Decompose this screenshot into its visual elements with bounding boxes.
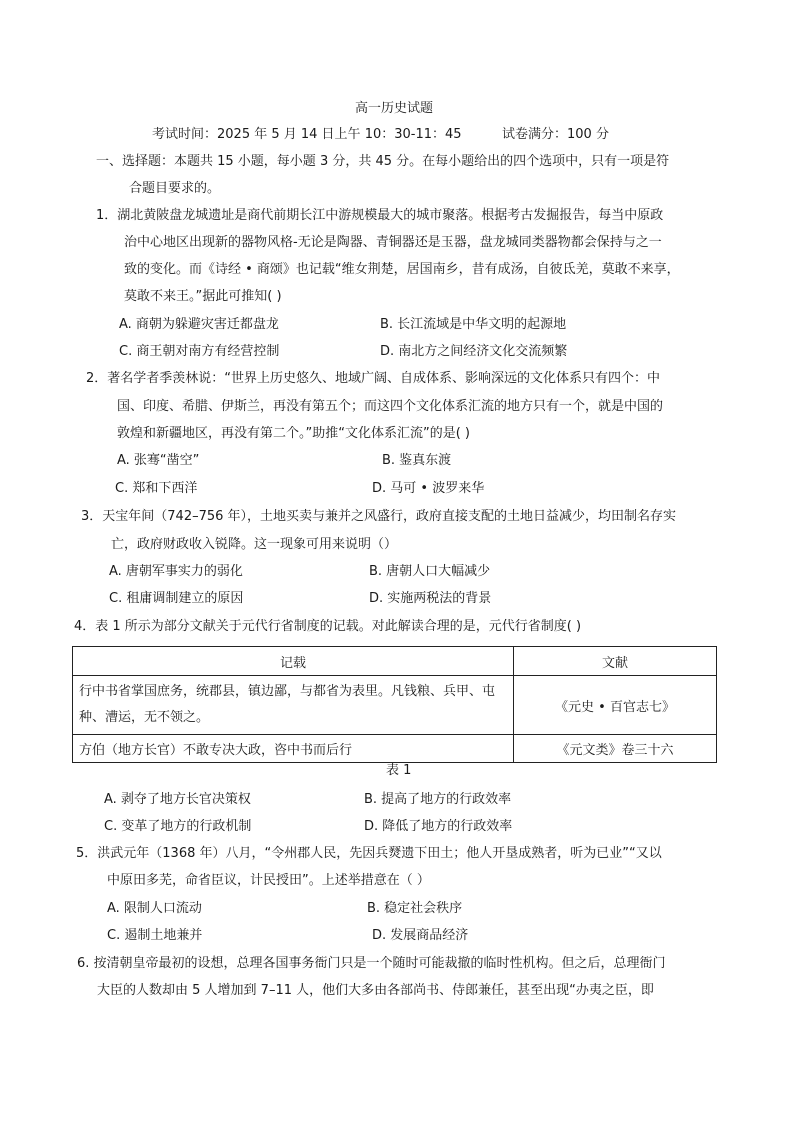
- option-d[interactable]: D. 马可 • 波罗来华: [372, 481, 485, 496]
- question-text: 国、印度、希腊、伊斯兰，再没有第五个；而这四个文化体系汇流的地方只有一个，就是中国的: [117, 399, 664, 414]
- table-cell-record: 方伯（地方长官）不敢专决大政，咨中书而后行: [73, 735, 514, 763]
- option-c[interactable]: C. 商王朝对南方有经营控制: [119, 344, 280, 359]
- option-a[interactable]: A. 唐朝军事实力的弱化: [109, 564, 243, 579]
- question-text: 5．洪武元年（1368 年）八月，“令州郡人民，先因兵燹遗下田土；他人开垦成熟者，听为已业”“又以: [76, 846, 662, 861]
- option-a[interactable]: A. 限制人口流动: [107, 901, 202, 916]
- option-c[interactable]: C. 郑和下西洋: [115, 481, 198, 496]
- option-d[interactable]: D. 发展商品经济: [372, 928, 469, 943]
- question-text: 6. 按清朝皇帝最初的设想，总理各国事务衙门只是一个随时可能裁撤的临时性机构。但之后，总理衙门: [77, 956, 666, 971]
- question-text: 亡，政府财政收入锐降。这一现象可用来说明（）: [111, 537, 398, 552]
- option-c[interactable]: C. 遏制土地兼并: [107, 928, 203, 943]
- question-text: 1．湖北黄陂盘龙城遗址是商代前期长江中游规模最大的城市聚落。根据考古发掘报告，每当中原政: [96, 208, 664, 223]
- section-instructions: 一、选择题：本题共 15 小题，每小题 3 分，共 45 分。在每小题给出的四个选项中，只有一项是符: [96, 154, 670, 169]
- table-header-source: 文献: [514, 647, 717, 676]
- option-a[interactable]: A. 商朝为躲避灾害迁都盘龙: [119, 317, 279, 332]
- question-text: 4．表 1 所示为部分文献关于元代行省制度的记载。对此解读合理的是，元代行省制度( ): [74, 619, 582, 634]
- records-table: [72, 646, 717, 763]
- option-b[interactable]: B. 提高了地方的行政效率: [364, 792, 512, 807]
- exam-time: 考试时间：2025 年 5 月 14 日上午 10：30-11：45: [152, 127, 462, 142]
- question-text: 大臣的人数却由 5 人增加到 7–11 人，他们大多由各部尚书、侍郎兼任，甚至出现“办夷之臣，即: [97, 983, 654, 998]
- option-a[interactable]: A. 剥夺了地方长官决策权: [104, 792, 251, 807]
- exam-score: 试卷满分：100 分: [502, 127, 609, 142]
- question-text: 治中心地区出现新的器物风格-无论是陶器、青铜器还是玉器，盘龙城同类器物都会保持与之一: [124, 235, 662, 250]
- question-text: 2．著名学者季羡林说：“世界上历史悠久、地域广阔、自成体系、影响深远的文化体系只有四个：中: [86, 371, 661, 386]
- question-text: 中原田多芜，命省臣议，计民授田”。上述举措意在（ ）: [107, 873, 430, 888]
- question-text: 莫敢不来王。”据此可推知( ): [124, 289, 282, 304]
- option-d[interactable]: D. 南北方之间经济文化交流频繁: [380, 344, 568, 359]
- option-d[interactable]: D. 实施两税法的背景: [369, 591, 492, 606]
- option-b[interactable]: B. 稳定社会秩序: [367, 901, 463, 916]
- table-cell-source: 《元文类》卷三十六: [514, 735, 717, 763]
- option-c[interactable]: C. 租庸调制建立的原因: [109, 591, 244, 606]
- table-row: [73, 676, 717, 735]
- table-header-record: 记载: [73, 647, 514, 676]
- question-text: 3．天宝年间（742–756 年），土地买卖与兼并之风盛行，政府直接支配的土地日益减少，均田制名存实: [81, 509, 677, 524]
- option-d[interactable]: D. 降低了地方的行政效率: [364, 819, 513, 834]
- table-row: [73, 735, 717, 763]
- option-b[interactable]: B. 长江流域是中华文明的起源地: [380, 317, 567, 332]
- page-title: 高一历史试题: [355, 101, 434, 116]
- table-cell-source: 《元史 • 百官志七》: [514, 676, 717, 735]
- option-b[interactable]: B. 鉴真东渡: [382, 453, 452, 468]
- table-cell-record: 行中书省掌国庶务，统郡县，镇边鄙，与都省为表里。凡钱粮、兵甲、屯种、漕运，无不领之。: [79, 684, 496, 725]
- question-text: 致的变化。而《诗经 • 商颂》也记载“维女荆楚，居国南乡，昔有成汤，自彼氐羌，莫敢不来享，: [124, 262, 680, 277]
- question-text: 敦煌和新疆地区，再没有第二个。”助推“文化体系汇流”的是( ): [117, 426, 470, 441]
- option-b[interactable]: B. 唐朝人口大幅减少: [369, 564, 491, 579]
- option-c[interactable]: C. 变革了地方的行政机制: [104, 819, 252, 834]
- option-a[interactable]: A. 张骞“凿空”: [117, 453, 200, 468]
- table-caption: 表 1: [386, 763, 412, 778]
- section-instructions-cont: 合题目要求的。: [129, 181, 221, 196]
